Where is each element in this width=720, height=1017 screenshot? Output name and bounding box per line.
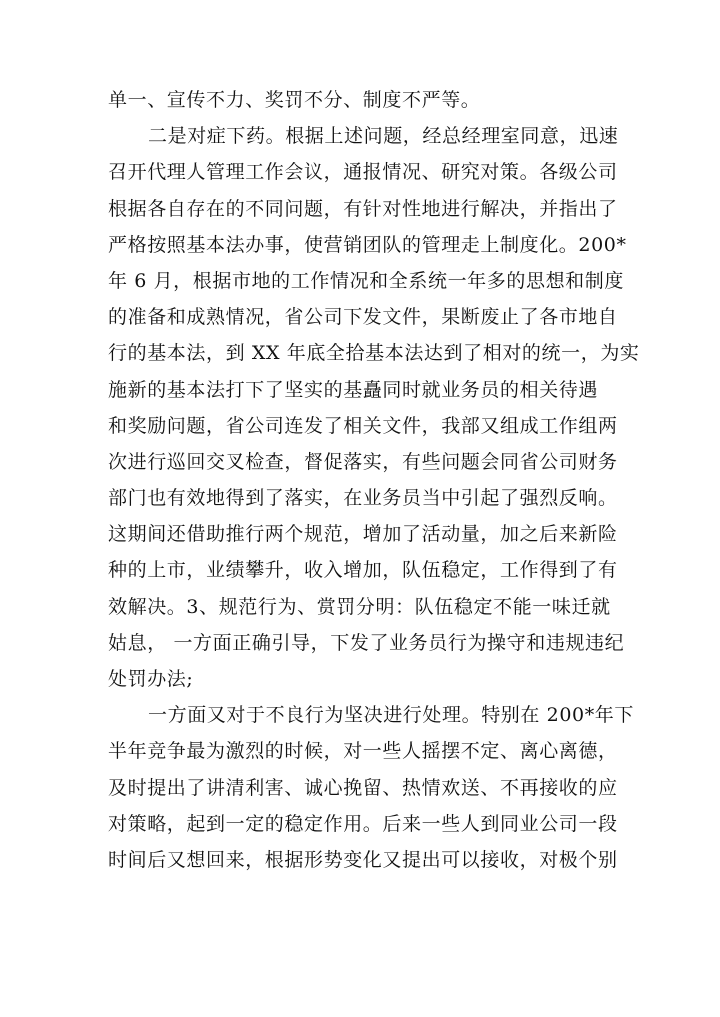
text-line: 半年竞争最为激烈的时候，对一些人摇摆不定、离心离德， [108, 740, 618, 763]
text-line: 这期间还借助推行两个规范，增加了活动量，加之后来新险 [108, 523, 618, 546]
text-line: 的准备和成熟情况，省公司下发文件，果断废止了各市地自 [108, 306, 618, 329]
text-line: 单一、宣传不力、奖罚不分、制度不严等。 [108, 89, 481, 111]
text-line: 召开代理人管理工作会议，通报情况、研究对策。各级公司 [108, 161, 618, 184]
text-line: 一方面又对于不良行为坚决进行处理。特别在 200*年下 [148, 704, 635, 727]
text-line: 时间后又想回来，根据形势变化又提出可以接收，对极个别 [108, 848, 618, 871]
text-line: 处罚办法; [108, 668, 194, 690]
text-line: 和奖励问题，省公司连发了相关文件，我部又组成工作组两 [108, 414, 618, 437]
text-line: 对策略，起到一定的稳定作用。后来一些人到同业公司一段 [108, 812, 618, 835]
text-line: 及时提出了讲清利害、诚心挽留、热情欢送、不再接收的应 [108, 776, 618, 799]
text-line: 严格按照基本法办事，使营销团队的管理走上制度化。200* [108, 233, 627, 256]
text-line: 部门也有效地得到了落实，在业务员当中引起了强烈反响。 [108, 487, 618, 510]
text-line: 年 6 月，根据市地的工作情况和全系统一年多的思想和制度 [108, 269, 624, 292]
text-line: 种的上市，业绩攀升，收入增加，队伍稳定，工作得到了有 [108, 559, 618, 582]
text-line: 行的基本法，到 XX 年底全拾基本法达到了相对的统一，为实 [108, 342, 640, 365]
text-line: 姑息， 一方面正确引导，下发了业务员行为操守和违规违纪 [108, 631, 625, 654]
document-body [108, 82, 640, 878]
text-line: 二是对症下药。根据上述问题，经总经理室同意，迅速 [148, 125, 619, 148]
text-line: 根据各自存在的不同问题，有针对性地进行解决，并指出了 [108, 197, 618, 220]
text-line: 施新的基本法打下了坚实的基矗同时就业务员的相关待遇 [108, 378, 599, 401]
text-line: 次进行巡回交叉检查，督促落实，有些问题会同省公司财务 [108, 450, 618, 473]
text-line: 效解决。3、规范行为、赏罚分明：队伍稳定不能一味迁就 [108, 595, 611, 618]
